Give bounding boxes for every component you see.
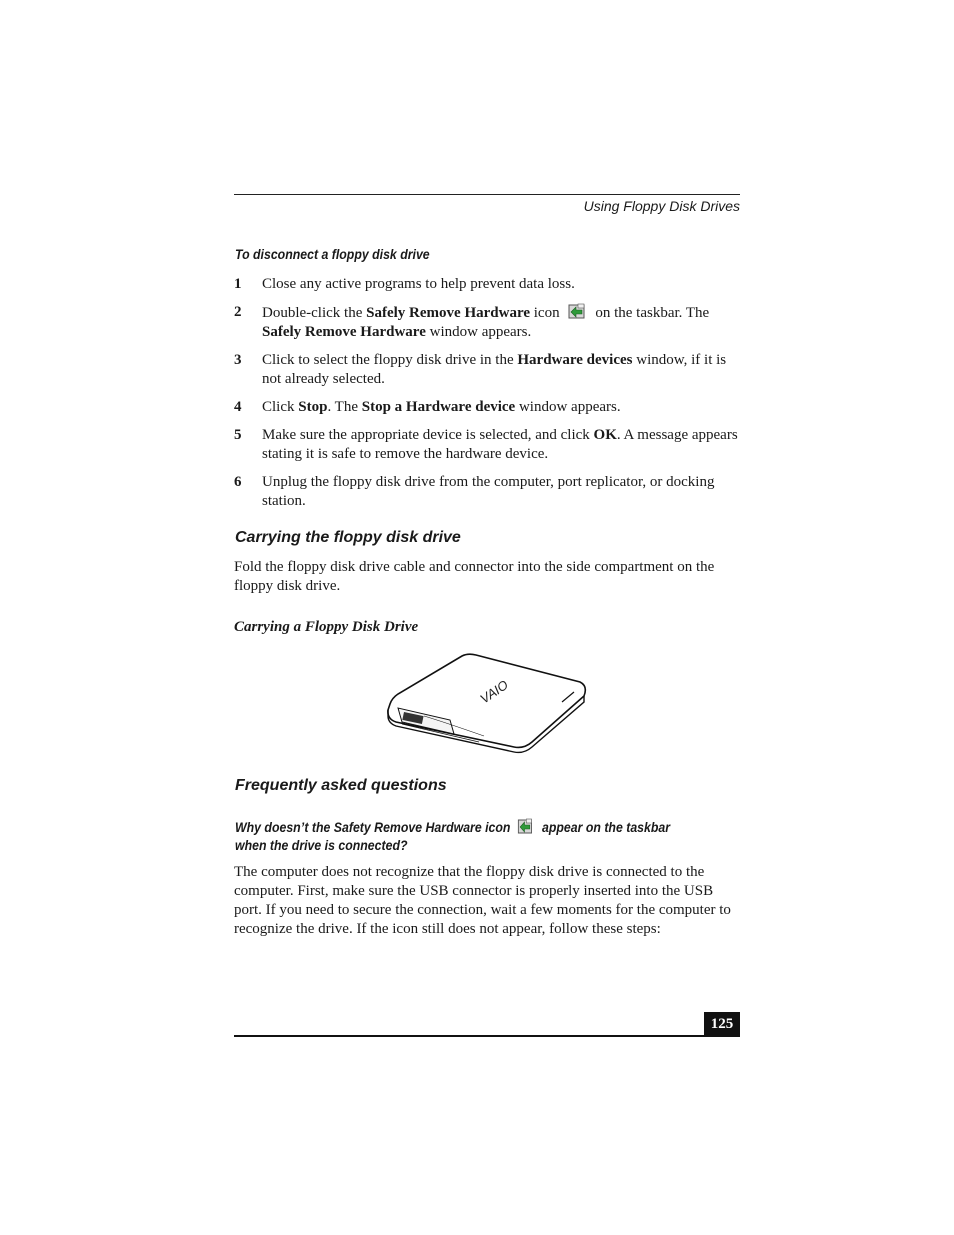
step-1: [234, 275, 740, 294]
safely-remove-hardware-icon: [568, 303, 586, 320]
step-text: window appears.: [515, 399, 621, 415]
step-text: . A message appears stating it is safe to remove the hardware device.: [262, 427, 738, 462]
header-rule: [234, 194, 740, 195]
step-text: on the taskbar. The: [591, 305, 710, 321]
step-number: 3: [234, 352, 242, 368]
footer-rule: [234, 1035, 740, 1037]
question-text: appear on the taskbar when the drive is connected?: [235, 819, 671, 853]
floppy-drive-illustration: [384, 652, 590, 762]
ui-term: Safely Remove Hardware: [262, 324, 426, 340]
step-text: Close any active programs to help prevent data loss.: [262, 276, 575, 292]
step-number: 1: [234, 276, 242, 292]
ui-term: Stop: [298, 399, 328, 415]
faq-answer: The computer does not recognize that the floppy disk drive is connected to the computer. First, make sure the USB connector is properly inserted into the USB port. If you need to secure the connection, wait a few moments for the computer to recognize the drive. If the icon still does not appear, follow these steps:: [234, 864, 731, 937]
step-4: [234, 398, 740, 417]
step-5: [234, 426, 740, 464]
step-text: window, if it is not already selected.: [262, 352, 727, 387]
running-header: Using Floppy Disk Drives: [583, 198, 740, 214]
vaio-logo: VAIO: [477, 677, 511, 707]
step-number: 5: [234, 427, 242, 443]
carrying-body: Fold the floppy disk drive cable and connector into the side compartment on the floppy disk drive.: [234, 559, 715, 594]
safely-remove-hardware-icon: [517, 818, 533, 835]
ui-term: OK: [593, 427, 617, 443]
page-number: 125: [704, 1012, 740, 1036]
faq-heading: Frequently asked questions: [235, 777, 447, 794]
question-text: Why doesn’t the Safety Remove Hardware icon: [235, 819, 511, 835]
step-text: Unplug the floppy disk drive from the computer, port replicator, or docking station.: [262, 474, 715, 509]
ui-term: Stop a Hardware device: [361, 399, 516, 415]
step-2: [234, 303, 740, 342]
procedure-title: To disconnect a floppy disk drive: [235, 246, 430, 262]
step-number: 4: [234, 399, 242, 415]
carrying-heading: Carrying the floppy disk drive: [235, 529, 461, 546]
step-3: [234, 351, 740, 389]
ui-term: Safely Remove Hardware: [366, 305, 530, 321]
step-text: window appears.: [425, 324, 532, 340]
procedure-steps: [234, 275, 740, 520]
step-text: Double-click the: [262, 305, 367, 321]
step-number: 6: [234, 474, 242, 490]
faq-question: [235, 818, 693, 854]
step-6: [234, 473, 740, 511]
step-number: 2: [234, 304, 242, 320]
step-text: Click to select the floppy disk drive in the: [262, 352, 518, 368]
ui-term: Hardware devices: [517, 352, 633, 368]
manual-page: [234, 0, 740, 1235]
step-text: . The: [327, 399, 362, 415]
step-text: Click: [262, 399, 299, 415]
figure-caption: Carrying a Floppy Disk Drive: [234, 619, 419, 635]
step-text: icon: [530, 305, 560, 321]
step-text: Make sure the appropriate device is selected, and click: [262, 427, 594, 443]
